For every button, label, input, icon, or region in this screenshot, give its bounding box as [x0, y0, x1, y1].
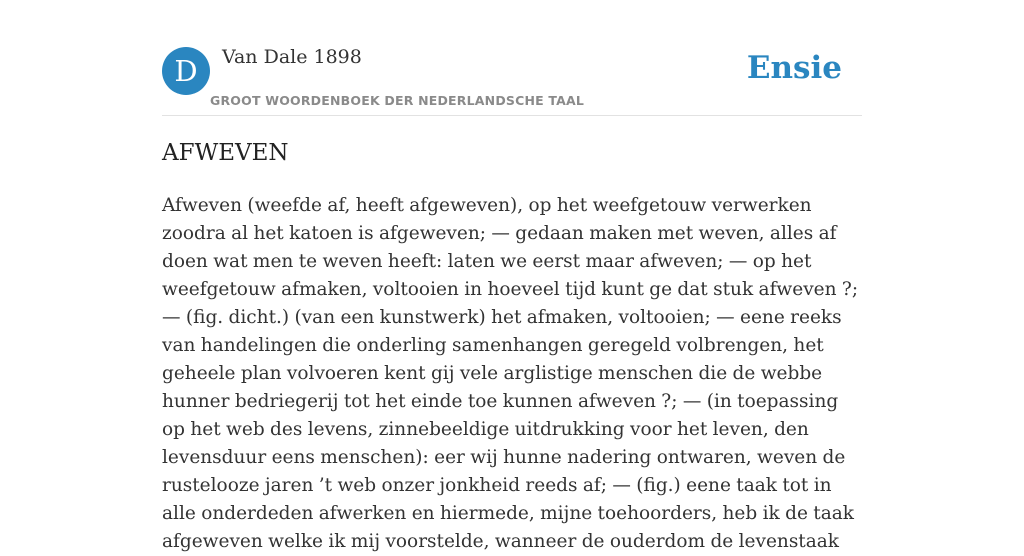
dictionary-entry-page — [162, 0, 862, 552]
header-divider — [162, 115, 862, 116]
entry-headword: AFWEVEN — [162, 140, 289, 166]
ensie-logo[interactable]: Ensie — [746, 50, 842, 86]
source-subtitle: GROOT WOORDENBOEK DER NEDERLANDSCHE TAAL — [210, 93, 585, 108]
source-avatar[interactable]: D — [162, 47, 210, 95]
source-title[interactable]: Van Dale 1898 — [222, 46, 362, 68]
entry-definition: Afweven (weefde af, heeft afgeweven), op het weefgetouw verwerken zoodra al het katoen is afgeweven; — gedaan maken met weven, alles af doen wat men te weven heeft: laten we eerst maar afweven; — op het weefgetouw afmaken, voltooien in hoeveel tijd kunt ge dat stuk afweven ?; — (fig. dicht.) (van een kunstwerk) het afmaken, voltooien; — eene reeks van handelingen die onderling samenhangen geregeld volbrengen, het geheele plan volvoeren kent gij vele arglistige menschen die de webbe hunner bedriegerij tot het einde toe kunnen afweven ?; — (in toepassing op het web des levens, zinnebeeldige uitdrukking voor het leven, den levensduur eens menschen): eer wij hunne nadering ontwaren, weven de rustelooze jaren ’t web onzer jonkheid reeds af; — (fig.) eene taak tot in alle onderdeden afwerken en hiermede, mijne toehoorders, heb ik de taak afgeweven welke ik mij voorstelde, wanneer de ouderdom de levenstaak — [162, 195, 859, 552]
